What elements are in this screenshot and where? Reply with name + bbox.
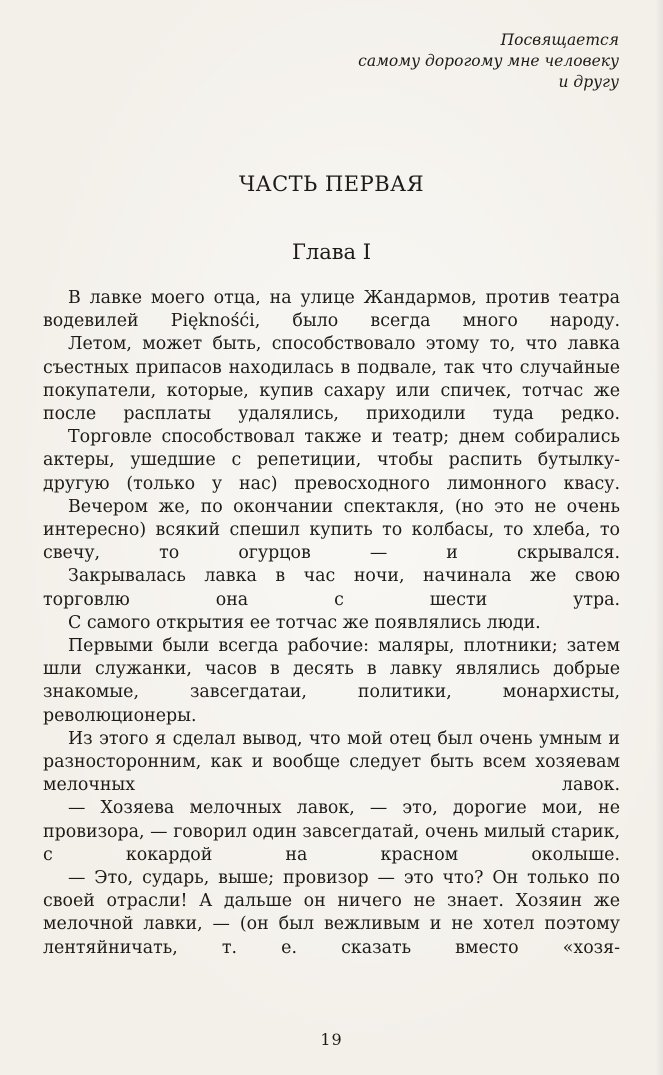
page-edge-shadow: [655, 0, 663, 1075]
paragraph: — Это, сударь, выше; провизор — это что? Он только по своей отрасли! А дальше он ничего не знает. Хозяин же мелочной лавки, — (он был вежливым и не хотел поэтому лентяйничать, т. е. сказать вместо «хозя-: [43, 868, 620, 958]
dedication-line: и другу: [558, 73, 619, 91]
chapter-text: [43, 287, 620, 960]
paragraph: Вечером же, по окончании спектакля, (но это не очень интересно) всякий спешил купить то колбасы, то хлеба, то свечу, то огурцов — и скрывался.: [43, 496, 620, 564]
paragraph: Из этого я сделал вывод, что мой отец был очень умным и разносторонним, как и вообще следует быть всем хозяевам мелочных лавок.: [43, 728, 620, 796]
chapter-title: Глава I: [291, 240, 372, 264]
paragraph: С самого открытия ее тотчас же появлялись люди.: [68, 612, 541, 633]
part-title: ЧАСТЬ ПЕРВАЯ: [238, 172, 425, 196]
paragraph: В лавке моего отца, на улице Жандармов, против театра водевилей Pięknośći, было всегда много народу.: [43, 288, 620, 332]
paragraph: Первыми были всегда рабочие: маляры, плотники; затем шли служанки, часов в десять в лавку являлись добрые знакомые, завсегдатаи, политики, монархисты, революционеры.: [43, 636, 620, 726]
dedication-line: самому дорогому мне человеку: [358, 52, 619, 70]
dedication: [299, 30, 619, 93]
dedication-line: Посвящается: [500, 31, 619, 49]
paragraph: — Хозяева мелочных лавок, — это, дорогие мои, не провизора, — говорил один завсегдатай, очень милый старик, с кокардой на красном околыше.: [43, 798, 620, 865]
paragraph: Закрывалась лавка в час ночи, начинала же свою торговлю она с шести утра.: [43, 566, 620, 610]
page-number: 19: [320, 1030, 343, 1049]
paragraph: Летом, может быть, способствовало этому то, что лавка съестных припасов находилась в подвале, так что случайные покупатели, которые, купив сахару или спичек, тотчас же после расплаты удалялись, приходили туда редко.: [43, 334, 620, 425]
paragraph: Торговле способствовал также и театр; днем собирались актеры, ушедшие с репетиции, чтобы распить бутылку-другую (только у нас) превосходного лимонного квасу.: [43, 427, 620, 494]
